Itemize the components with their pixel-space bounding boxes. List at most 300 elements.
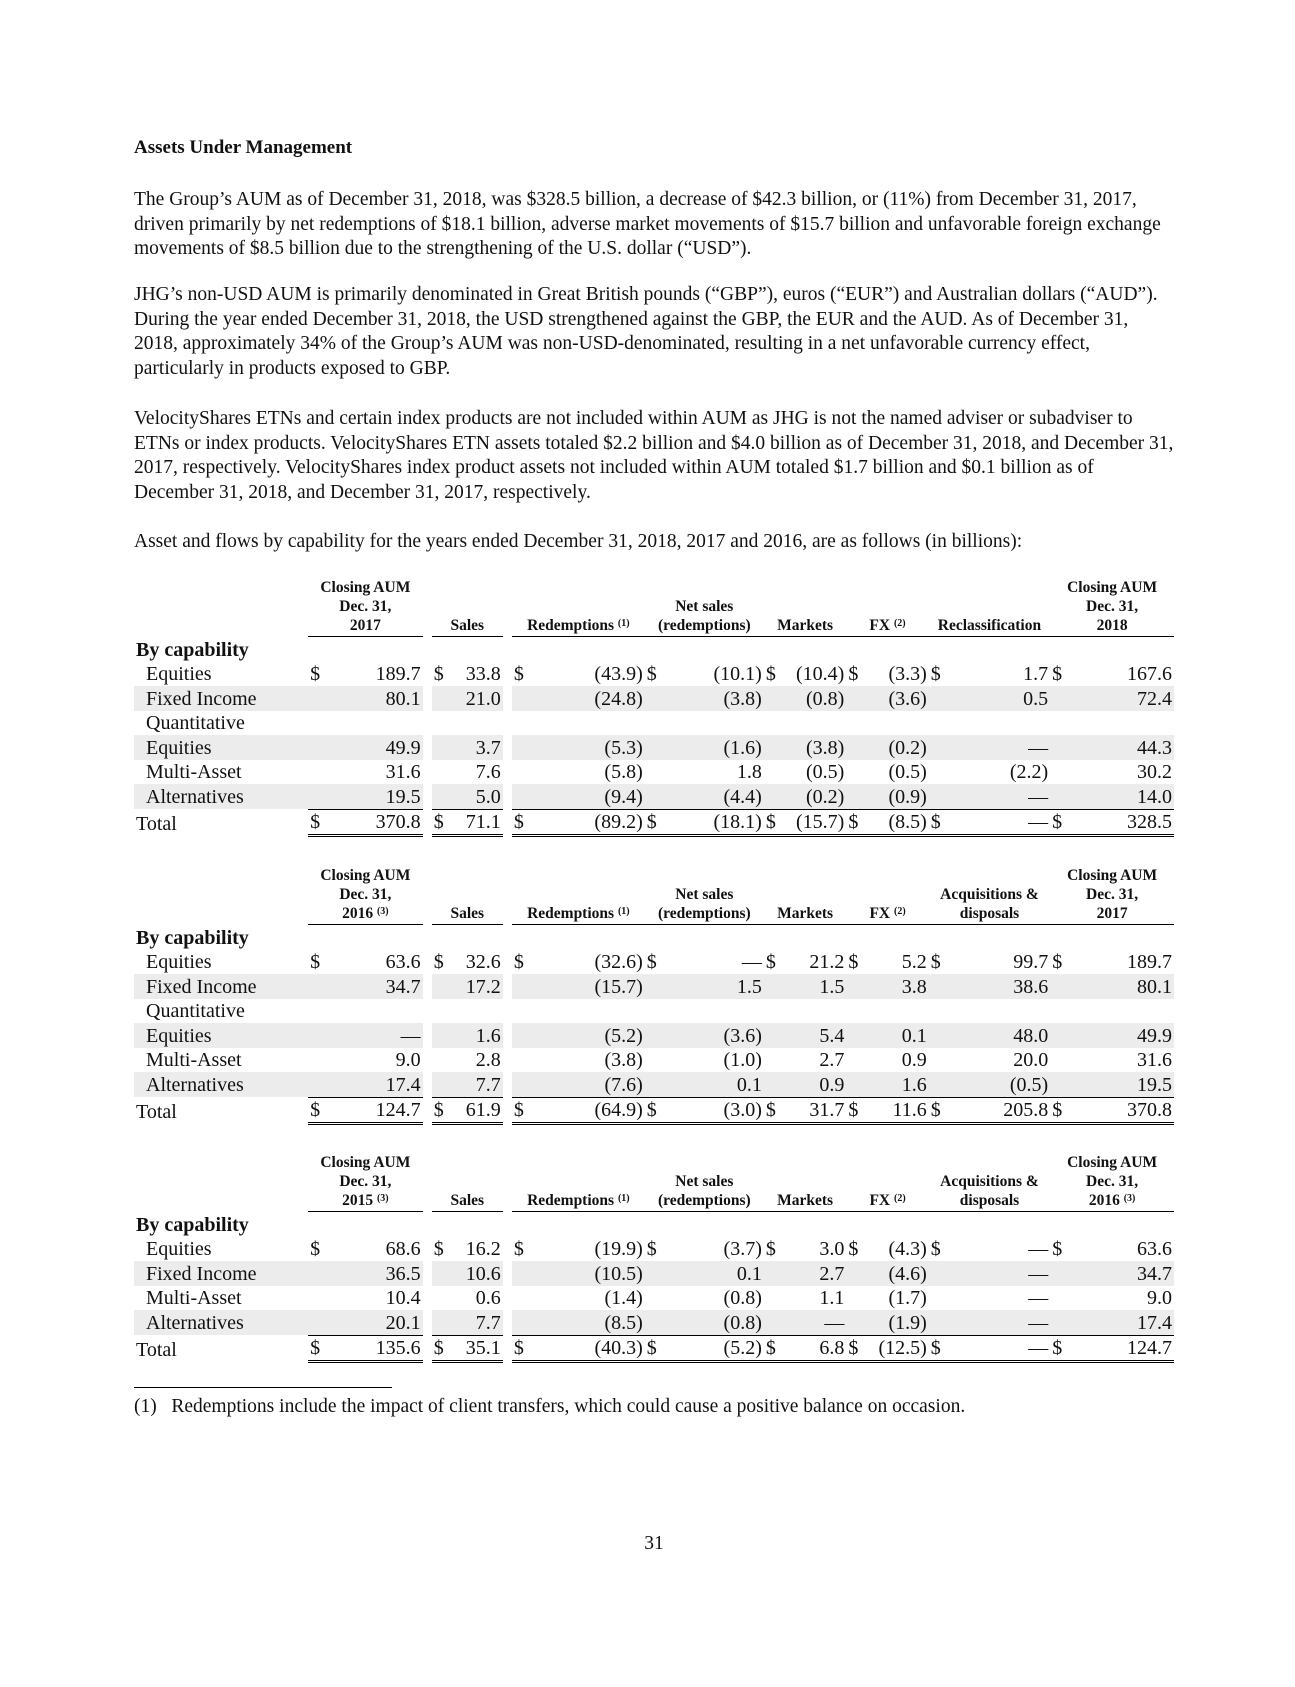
row-label: Multi-Asset [146, 761, 242, 783]
header-closing-aum [1050, 866, 1174, 925]
currency-symbol [432, 735, 453, 760]
cell-value: 0.1 [665, 1261, 764, 1286]
cell-value: (1.7) [888, 1287, 927, 1309]
currency-symbol: $ [513, 1238, 524, 1260]
cell-value: (0.8) [665, 1310, 764, 1335]
currency-symbol: $ [645, 809, 666, 836]
footnote-ref: (2) [893, 618, 906, 629]
currency-symbol: $ [930, 663, 941, 685]
section-heading: Assets Under Management [134, 137, 353, 158]
currency-symbol [308, 974, 329, 999]
currency-symbol: $ [929, 1097, 950, 1124]
currency-symbol: $ [765, 1238, 776, 1260]
cell-value: (8.5) [867, 809, 929, 836]
table-total-row [134, 809, 1174, 836]
cell-value: — [949, 735, 1050, 760]
footnote-ref: (2) [894, 906, 906, 917]
cell-value: 5.4 [784, 1023, 846, 1048]
currency-symbol: $ [310, 1238, 321, 1260]
currency-symbol: $ [1052, 951, 1063, 973]
header-closing-aum-line: 2017 [1096, 905, 1128, 922]
currency-symbol [645, 784, 666, 809]
cell-value: 31.6 [385, 761, 421, 783]
header-net-sales [645, 1153, 764, 1212]
currency-symbol [764, 1023, 785, 1048]
header-opening-aum-line: 2016 [342, 905, 374, 922]
currency-symbol [432, 1310, 453, 1335]
cell-value: 0.1 [867, 1023, 929, 1048]
currency-symbol [308, 1261, 329, 1286]
footnote-ref: (1) [617, 906, 630, 917]
cell-value: (7.6) [533, 1072, 645, 1097]
currency-symbol [512, 1261, 533, 1286]
currency-symbol [846, 974, 867, 999]
currency-symbol [846, 1023, 867, 1048]
header-other [929, 1153, 1050, 1212]
header-opening-aum-line: Dec. 31, [339, 886, 392, 903]
cell-value: (3.8) [784, 735, 846, 760]
header-opening-aum-line: 2015 [342, 1192, 374, 1209]
cell-value: — [784, 1310, 846, 1335]
currency-symbol [308, 1286, 329, 1311]
currency-symbol [764, 760, 785, 785]
currency-symbol: $ [1050, 1335, 1071, 1362]
header-closing-aum-line: Dec. 31, [1086, 1173, 1139, 1190]
cell-value: 48.0 [949, 1023, 1050, 1048]
currency-symbol [929, 974, 950, 999]
currency-symbol [846, 1310, 867, 1335]
cell-value: (3.8) [604, 1049, 643, 1071]
cell-value: 167.6 [1127, 663, 1172, 685]
header-closing-aum [1050, 1153, 1174, 1212]
row-label: Fixed Income [134, 1261, 308, 1286]
currency-symbol: $ [930, 951, 941, 973]
currency-symbol [929, 760, 950, 785]
header-redemptions [512, 578, 645, 637]
section-row [134, 925, 1174, 950]
table-row [134, 735, 1174, 760]
currency-symbol [308, 1048, 329, 1073]
currency-symbol [512, 1286, 533, 1311]
cell-value: (0.5) [949, 1072, 1050, 1097]
header-other [929, 578, 1050, 637]
cell-value: (3.0) [665, 1097, 764, 1124]
cell-value: 71.1 [452, 809, 502, 836]
row-label: Quantitative [146, 1000, 245, 1022]
table-row [134, 1023, 1174, 1048]
header-markets [764, 866, 846, 925]
table-row [134, 1310, 1174, 1335]
section-row [134, 637, 1174, 662]
currency-symbol [645, 974, 666, 999]
currency-symbol [432, 686, 453, 711]
currency-symbol: $ [310, 663, 321, 685]
cell-value: (4.4) [665, 784, 763, 809]
currency-symbol: $ [846, 809, 867, 836]
header-opening-aum [308, 866, 423, 925]
header-redemptions-label: Redemptions [527, 617, 615, 634]
cell-value: (12.5) [867, 1335, 929, 1362]
footnote-ref: (1) [617, 618, 630, 629]
row-label: Equities [134, 735, 308, 760]
row-label: Fixed Income [134, 974, 308, 999]
currency-symbol [1050, 1261, 1071, 1286]
cell-value: — [949, 1335, 1050, 1362]
cell-value: 370.8 [329, 809, 423, 836]
cell-value: (2.2) [1009, 761, 1049, 783]
currency-symbol [432, 1072, 453, 1097]
cell-value: (3.7) [723, 1238, 762, 1260]
table-row [134, 686, 1174, 711]
row-label: Total [136, 1338, 177, 1361]
header-net-sales-line: Net sales [675, 886, 734, 903]
row-label: Equities [146, 663, 212, 685]
currency-symbol [512, 1072, 533, 1097]
cell-value: (40.3) [533, 1335, 645, 1362]
currency-symbol [846, 1261, 867, 1286]
currency-symbol: $ [433, 663, 444, 685]
currency-symbol [929, 1048, 950, 1073]
cell-value: — [329, 1023, 423, 1048]
header-opening-aum-line: Dec. 31, [339, 1173, 392, 1190]
currency-symbol [764, 1048, 785, 1073]
cell-value: 80.1 [1071, 974, 1174, 999]
footnote-ref: (3) [376, 906, 389, 917]
cell-value: (9.4) [533, 784, 645, 809]
row-label: Equities [146, 951, 212, 973]
cell-value: (3.3) [888, 663, 927, 685]
currency-symbol [432, 1286, 453, 1311]
cell-value: 63.6 [1137, 1238, 1172, 1260]
cell-value: 19.5 [1071, 1072, 1174, 1097]
cell-value: (5.8) [604, 761, 643, 783]
header-closing-aum [1050, 578, 1174, 637]
cell-value: 35.1 [452, 1335, 502, 1362]
cell-value: 7.7 [452, 1072, 502, 1097]
footnote-ref: (1) [617, 1193, 630, 1204]
currency-symbol [846, 1286, 867, 1311]
header-fx [846, 866, 928, 925]
cell-value: 2.8 [475, 1049, 501, 1071]
cell-value: (0.8) [723, 1287, 762, 1309]
cell-value: (15.7) [784, 809, 846, 836]
currency-symbol [512, 760, 533, 785]
currency-symbol [512, 735, 533, 760]
cell-value: 61.9 [452, 1097, 502, 1124]
table-row [134, 1048, 1174, 1073]
header-sales [432, 866, 503, 925]
cell-value: 80.1 [329, 686, 423, 711]
cell-value: (4.6) [867, 1261, 929, 1286]
cell-value: 72.4 [1071, 686, 1174, 711]
cell-value: 0.6 [475, 1287, 501, 1309]
table-total-row [134, 1335, 1174, 1362]
cell-value: 2.7 [784, 1261, 846, 1286]
footnote-ref: (3) [376, 1193, 389, 1204]
paragraph-aum-summary: The Group’s AUM as of December 31, 2018, was $328.5 billion, a decrease of $42.3 billion, or (11%) from December 31, 2017, driven primarily by net redemptions of $18.1 billion, adverse market movements of $15.7 billion and unfavorable foreign exchange movements of $8.5 billion due to the strengthening of the U.S. dollar (“USD”). [134, 189, 1161, 259]
currency-symbol [846, 1072, 867, 1097]
section-row [134, 1212, 1174, 1237]
currency-symbol: $ [645, 1097, 666, 1124]
cell-value: 99.7 [1013, 951, 1049, 973]
table-total-row [134, 1097, 1174, 1124]
cell-value: 68.6 [385, 1238, 421, 1260]
table-row [134, 662, 1174, 687]
currency-symbol: $ [764, 1097, 785, 1124]
currency-symbol [764, 686, 785, 711]
currency-symbol: $ [765, 663, 776, 685]
currency-symbol [432, 1261, 453, 1286]
row-label: Total [136, 1100, 177, 1123]
currency-symbol: $ [432, 1097, 453, 1124]
cell-value: (1.9) [867, 1310, 929, 1335]
header-fx-label: FX [869, 617, 891, 634]
cell-value: (64.9) [533, 1097, 645, 1124]
footnote-rule [134, 1387, 392, 1388]
currency-symbol [645, 760, 666, 785]
footnote-ref: (3) [1123, 1193, 1136, 1204]
cell-value: 6.8 [784, 1335, 846, 1362]
currency-symbol: $ [513, 951, 524, 973]
header-closing-aum-line: Dec. 31, [1086, 886, 1139, 903]
cell-value: 1.6 [452, 1023, 502, 1048]
cell-value: 9.0 [1147, 1287, 1172, 1309]
currency-symbol: $ [433, 1238, 444, 1260]
currency-symbol [846, 784, 867, 809]
footnote: (1) Redemptions include the impact of client transfers, which could cause a positive balance on occasion. [134, 1396, 966, 1417]
page-number: 31 [644, 1533, 664, 1554]
currency-symbol [1050, 1072, 1071, 1097]
currency-symbol [512, 1310, 533, 1335]
cell-value: (15.7) [533, 974, 645, 999]
header-closing-aum-line: 2018 [1096, 617, 1128, 634]
currency-symbol: $ [308, 1097, 329, 1124]
currency-symbol [512, 974, 533, 999]
row-label: Multi-Asset [146, 1049, 242, 1071]
header-other-line: Acquisitions & [940, 886, 1039, 903]
currency-symbol [432, 1023, 453, 1048]
table-row [134, 1286, 1174, 1311]
cell-value: (24.8) [533, 686, 645, 711]
currency-symbol [512, 686, 533, 711]
header-markets-label: Markets [777, 1192, 834, 1209]
currency-symbol [929, 735, 950, 760]
cell-value: 205.8 [949, 1097, 1050, 1124]
currency-symbol: $ [1052, 1238, 1063, 1260]
cell-value: 0.9 [784, 1072, 846, 1097]
currency-symbol [432, 760, 453, 785]
currency-symbol [645, 1286, 666, 1311]
cell-value: (1.0) [723, 1049, 762, 1071]
cell-value: 44.3 [1071, 735, 1174, 760]
table-row [134, 950, 1174, 975]
cell-value: 14.0 [1071, 784, 1174, 809]
cell-value: 34.7 [1071, 1261, 1174, 1286]
cell-value: 9.0 [395, 1049, 421, 1071]
cell-value: — [949, 1261, 1050, 1286]
currency-symbol [512, 1023, 533, 1048]
cell-value: 17.2 [452, 974, 502, 999]
row-label: Alternatives [134, 1310, 308, 1335]
currency-symbol [308, 760, 329, 785]
header-markets [764, 1153, 846, 1212]
cell-value: 189.7 [375, 663, 421, 685]
cell-value: 7.6 [475, 761, 501, 783]
cell-value: (3.6) [867, 686, 929, 711]
currency-symbol [1050, 760, 1071, 785]
currency-symbol: $ [645, 1335, 666, 1362]
currency-symbol: $ [512, 1335, 533, 1362]
currency-symbol: $ [846, 1335, 867, 1362]
cell-value: 7.7 [452, 1310, 502, 1335]
currency-symbol [512, 1048, 533, 1073]
header-fx-label: FX [869, 1192, 891, 1209]
header-sales [432, 1153, 503, 1212]
cell-value: 20.1 [329, 1310, 423, 1335]
cell-value: 34.7 [329, 974, 423, 999]
currency-symbol [929, 1286, 950, 1311]
cell-value: (10.4) [795, 663, 845, 685]
currency-symbol [645, 1072, 666, 1097]
currency-symbol [645, 1023, 666, 1048]
header-closing-aum-line: Dec. 31, [1086, 598, 1139, 615]
cell-value: 11.6 [867, 1097, 929, 1124]
footnote-ref: (2) [894, 1193, 906, 1204]
currency-symbol [929, 784, 950, 809]
header-net-sales-line: (redemptions) [657, 617, 751, 634]
cell-value: (5.2) [665, 1335, 764, 1362]
header-redemptions-label: Redemptions [527, 1192, 615, 1209]
currency-symbol [1050, 1286, 1071, 1311]
cell-value: 31.6 [1137, 1049, 1172, 1071]
cell-value: 3.8 [867, 974, 929, 999]
cell-value: 17.4 [329, 1072, 423, 1097]
currency-symbol: $ [848, 663, 859, 685]
currency-symbol [1050, 1048, 1071, 1073]
header-markets-label: Markets [777, 905, 834, 922]
currency-symbol [432, 1048, 453, 1073]
row-label: Total [136, 812, 177, 835]
cell-value: 30.2 [1137, 761, 1172, 783]
cell-value: (4.3) [888, 1238, 927, 1260]
cell-value: 370.8 [1071, 1097, 1174, 1124]
cell-value: 5.0 [452, 784, 502, 809]
cell-value: 3.0 [819, 1238, 845, 1260]
header-redemptions [512, 1153, 645, 1212]
cell-value: 189.7 [1127, 951, 1172, 973]
currency-symbol [308, 1310, 329, 1335]
header-opening-aum-line: Dec. 31, [339, 598, 392, 615]
currency-symbol: $ [848, 1238, 859, 1260]
header-fx [846, 578, 928, 637]
header-sales-label: Sales [450, 905, 485, 922]
cell-value: 1.5 [665, 974, 764, 999]
currency-symbol [764, 1310, 785, 1335]
cell-value: 33.8 [465, 663, 501, 685]
currency-symbol [432, 784, 453, 809]
cell-value: 1.8 [736, 761, 762, 783]
currency-symbol [929, 686, 950, 711]
header-sales [432, 578, 503, 637]
row-label: Multi-Asset [146, 1287, 242, 1309]
currency-symbol [308, 735, 329, 760]
cell-value: 17.4 [1071, 1310, 1174, 1335]
cell-value: 135.6 [329, 1335, 423, 1362]
cell-value: 1.5 [784, 974, 846, 999]
header-other-line: Reclassification [937, 617, 1042, 634]
cell-value: 5.2 [901, 951, 927, 973]
currency-symbol [764, 735, 785, 760]
cell-value: 36.5 [329, 1261, 423, 1286]
cell-value: (10.5) [533, 1261, 645, 1286]
cell-value: (5.2) [533, 1023, 645, 1048]
currency-symbol [764, 974, 785, 999]
header-sales-label: Sales [450, 1192, 485, 1209]
currency-symbol [308, 784, 329, 809]
cell-value: 1.6 [867, 1072, 929, 1097]
cell-value: (8.5) [533, 1310, 645, 1335]
currency-symbol [846, 1048, 867, 1073]
currency-symbol: $ [646, 951, 657, 973]
table-row [134, 1261, 1174, 1286]
cell-value: (0.5) [805, 761, 845, 783]
cell-value: (1.4) [604, 1287, 643, 1309]
header-opening-aum-line: 2017 [349, 617, 381, 634]
row-label: Alternatives [134, 784, 308, 809]
currency-symbol [645, 1048, 666, 1073]
currency-symbol: $ [513, 663, 524, 685]
currency-symbol: $ [512, 1097, 533, 1124]
cell-value: (0.9) [867, 784, 929, 809]
cell-value: (43.9) [594, 663, 643, 685]
currency-symbol: $ [308, 809, 329, 836]
currency-symbol [764, 784, 785, 809]
header-markets [764, 578, 846, 637]
currency-symbol: $ [848, 951, 859, 973]
currency-symbol [929, 1023, 950, 1048]
currency-symbol: $ [646, 663, 657, 685]
section-label: By capability [136, 1213, 249, 1236]
header-redemptions [512, 866, 645, 925]
header-opening-aum-line: Closing AUM [320, 1154, 411, 1171]
currency-symbol [846, 686, 867, 711]
cell-value: 124.7 [1071, 1335, 1174, 1362]
table-row [134, 1072, 1174, 1097]
cell-value: 16.2 [465, 1238, 501, 1260]
cell-value: (0.2) [867, 735, 929, 760]
currency-symbol [764, 1261, 785, 1286]
cell-value: — [1028, 1287, 1049, 1309]
table-row [134, 974, 1174, 999]
header-opening-aum-line: Closing AUM [320, 579, 411, 596]
cell-value: 49.9 [329, 735, 423, 760]
cell-value: — [1028, 1238, 1049, 1260]
row-label: Alternatives [134, 1072, 308, 1097]
cell-value: 2.7 [819, 1049, 845, 1071]
cell-value: (1.6) [665, 735, 763, 760]
currency-symbol [645, 735, 666, 760]
cell-value: 124.7 [329, 1097, 423, 1124]
cell-value: 21.0 [452, 686, 502, 711]
currency-symbol [308, 1023, 329, 1048]
cell-value: (3.6) [665, 1023, 764, 1048]
currency-symbol: $ [433, 951, 444, 973]
header-other-line: disposals [959, 1192, 1020, 1209]
currency-symbol: $ [1050, 809, 1071, 836]
cell-value: 10.4 [385, 1287, 421, 1309]
header-closing-aum-line: 2016 [1088, 1192, 1120, 1209]
cell-value: (32.6) [594, 951, 643, 973]
